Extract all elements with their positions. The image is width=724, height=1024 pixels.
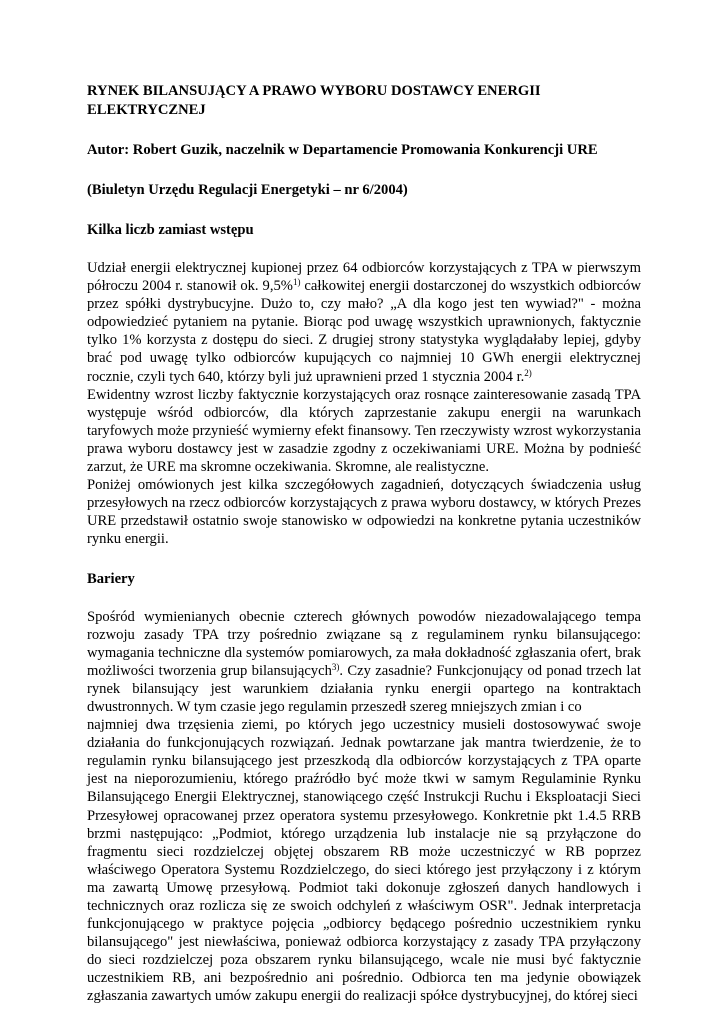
barriers-paragraph-1 bbox=[87, 608, 641, 717]
author-line: Autor: Robert Guzik, naczelnik w Departamencie Promowania Konkurencji URE bbox=[87, 142, 598, 158]
footnote-ref-1: 1) bbox=[292, 277, 301, 288]
intro-paragraph-1-part-a: Udział energii elektrycznej kupionej przez 64 odbiorców korzystających z TPA w pierwszym półroczu 2004 r. stanowił ok. 9,5% bbox=[87, 260, 641, 295]
intro-paragraph-2: Ewidentny wzrost liczby faktycznie korzystających oraz rosnące zainteresowanie zasadą TPA występuje wśród odbiorców, dla których zaprzestanie zakupu energii na warunkach taryfowych może przynieść wymierny efekt finansowy. Ten rzeczywisty wzrost wykorzystania prawa wyboru dostawcy jest w zasadzie zgodny z oczekiwaniami URE. Można by podnieść zarzut, że URE ma skromne oczekiwania. Skromne, ale realistyczne. bbox=[87, 386, 641, 476]
source-line: (Biuletyn Urzędu Regulacji Energetyki – nr 6/2004) bbox=[87, 182, 408, 198]
intro-paragraph-1-part-b: całkowitej energii dostarczonej do wszystkich odbiorców przez spółki dystrybucyjne. Dużo to, czy mało? „A dla kogo jest ten wywiad?" - można odpowiedzieć pytaniem na pytanie. Biorąc pod uwagę wszystkich uprawnionych, faktycznie tylko 1% korzysta z dostępu do sieci. Z drugiej strony statystyka wyglądałaby lepiej, gdyby brać pod uwagę tylko odbiorców kupujących co najmniej 10 GWh energii elektrycznej rocznie, czyli tych 640, którzy byli już uprawnieni przed 1 stycznia 2004 r. bbox=[87, 278, 641, 385]
intro-paragraph-1 bbox=[87, 259, 641, 386]
document-page bbox=[87, 82, 641, 1006]
barriers-paragraph-1-part-b: . Czy zasadnie? Funkcjonujący od ponad trzech lat rynek bilansujący jest warunkiem działania rynku energii opartego na kontraktach dwustronnych. W tym czasie jego regulamin przeszedł szereg mniejszych zmian i co bbox=[87, 662, 642, 715]
section-heading-barriers: Bariery bbox=[87, 570, 135, 587]
document-title: RYNEK BILANSUJĄCY A PRAWO WYBORU DOSTAWCY ENERGII ELEKTRYCZNEJ bbox=[87, 83, 541, 118]
section-heading-intro: Kilka liczb zamiast wstępu bbox=[87, 222, 254, 238]
intro-paragraph-3: Poniżej omówionych jest kilka szczegółowych zagadnień, dotyczących świadczenia usług przesyłowych na rzecz odbiorców korzystających z prawa wyboru dostawcy, w których Prezes URE przedstawił ostatnio swoje stanowisko w odpowiedzi na konkretne pytania uczestników rynku energii. bbox=[87, 477, 641, 548]
footnote-ref-3: 3) bbox=[331, 661, 340, 672]
barriers-paragraph-1-part-a: Spośród wymienianych obecnie czterech głównych powodów niezadowalającego tempa rozwoju zasady TPA trzy pośrednio związane są z regulaminem rynku bilansującego: wymagania techniczne dla systemów pomiarowych, za mała dokładność zgłaszania ofert, brak możliwości tworzenia grup bilansujących bbox=[87, 608, 641, 679]
barriers-paragraph-2: najmniej dwa trzęsienia ziemi, po których jego uczestnicy musieli dostosowywać swoje działania do funkcjonujących rozwiązań. Jednak powtarzane jak mantra twierdzenie, że to regulamin rynku bilansującego jest przeszkodą dla odbiorców korzystających z TPA oparte jest na nieporozumieniu, którego praźródło być może tkwi w samym Regulaminie Rynku Bilansującego Energii Elektrycznej, stanowiącego część Instrukcji Ruchu i Eksploatacji Sieci Przesyłowej opracowanej przez operatora systemu przesyłowego. Konkretnie pkt 1.4.5 RRB brzmi następująco: „Podmiot, którego urządzenia lub instalacje nie są przyłączone do fragmentu sieci rozdzielczej objętej obszarem RB może uczestniczyć w RB poprzez właściwego Operatora Systemu Rozdzielczego, do sieci którego jest przyłączony i z którym ma zawartą Umowę przesyłową. Podmiot taki dokonuje zgłoszeń danych handlowych i technicznych oraz rozlicza się ze swoich odchyleń z właściwym OSR". Jednak interpretacja funkcjonującego w praktyce pojęcia „odbiorcy będącego pośrednio uczestnikiem rynku bilansującego" jest niewłaściwa, ponieważ odbiorca korzystający z zasady TPA przyłączony do sieci rozdzielczej poza obszarem rynku bilansującego, wcale nie musi być faktycznie uczestnikiem RB, ani bezpośrednio ani pośrednio. Odbiorca ten ma jedynie obowiązek zgłaszania zawartych umów zakupu energii do realizacji spółce dystrybucyjnej, do której sieci bbox=[87, 717, 641, 1005]
footnote-ref-2: 2) bbox=[524, 367, 532, 378]
